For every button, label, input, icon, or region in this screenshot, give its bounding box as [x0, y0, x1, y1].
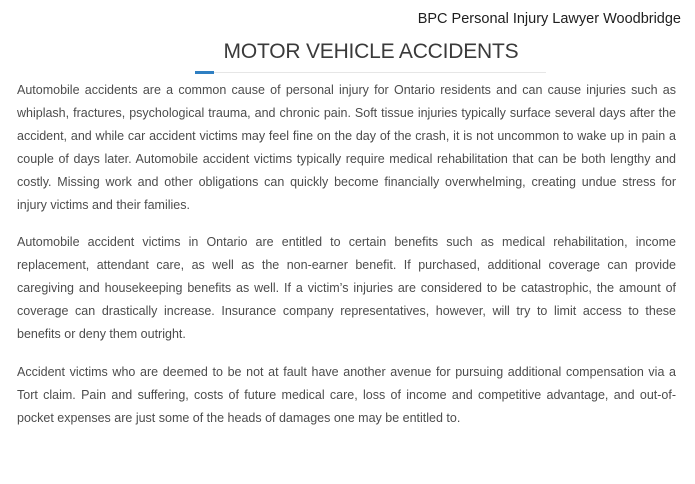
title-divider-rule [196, 72, 546, 73]
page-title: MOTOR VEHICLE ACCIDENTS [223, 40, 519, 63]
paragraph-1: Automobile accidents are a common cause of personal injury for Ontario residents and can cause injuries such as whiplash, fractures, psychological trauma, and chronic pain. Soft tissue injuries typically surface several days after the accident, and while car accident victims may feel fine on the day of the crash, it is not uncommon to wake up in pain a couple of days later. Automobile accident victims typically require medical rehabilitation that can be both lengthy and costly. Missing work and other obligations can quickly become financially overwhelming, creating undue stress for injury victims and their families. [17, 83, 676, 212]
article-body [17, 79, 676, 445]
title-divider [0, 71, 695, 73]
title-accent-bar [195, 71, 214, 74]
paragraph-3: Accident victims who are deemed to be not at fault have another avenue for pursuing additional compensation via a Tort claim. Pain and suffering, costs of future medical care, loss of income and competitive advantage, and out-of-pocket expenses are just some of the heads of damages one may be entitled to. [17, 364, 676, 425]
paragraph-2: Automobile accident victims in Ontario are entitled to certain benefits such as medical rehabilitation, income replacement, attendant care, as well as the non-earner benefit. If purchased, additional coverage can provide caregiving and housekeeping benefits as well. If a victim’s injuries are considered to be catastrophic, the amount of coverage can drastically increase. Insurance company representatives, however, will try to limit access to these benefits or deny them outright. [17, 235, 676, 342]
site-name[interactable]: BPC Personal Injury Lawyer Woodbridge [417, 11, 681, 27]
